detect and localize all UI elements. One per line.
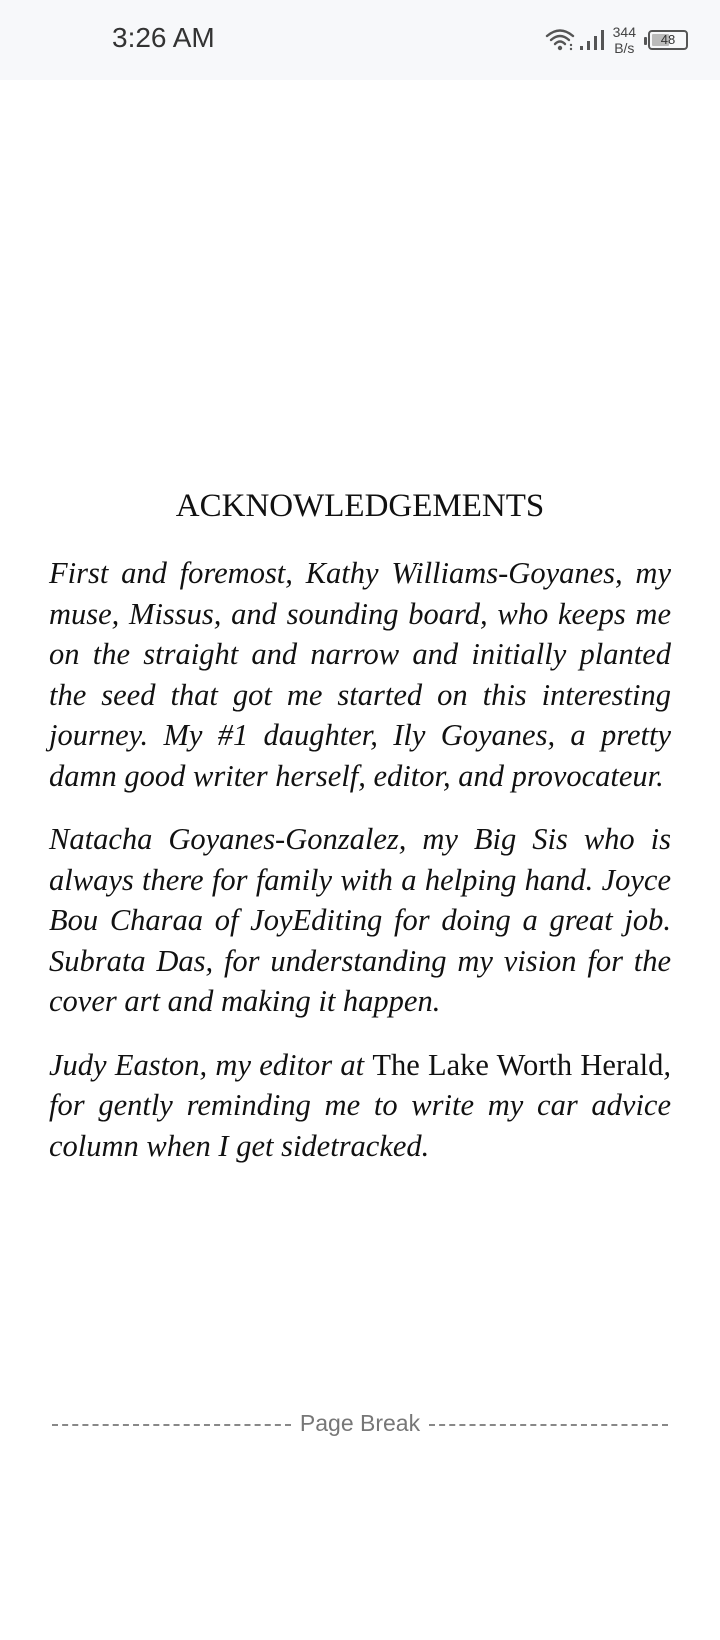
book-page [49, 488, 671, 1189]
paragraph-1: First and foremost, Kathy Williams-Goyanes, my muse, Missus, and sounding board, who keeps me on the straight and narrow and initially planted the seed that got me started on this interesting journey. My #1 daughter, Ily Goyanes, a pretty damn good writer herself, editor, and provocateur. [49, 556, 671, 793]
wifi-icon [545, 27, 575, 53]
paragraph-3-end: , for gently reminding me to write my car advice column when I get sidetracked. [49, 1047, 671, 1163]
page-break [52, 1410, 668, 1437]
signal-icon [579, 27, 607, 53]
page-break-line-right [429, 1424, 668, 1426]
page-break-line-left [52, 1424, 291, 1426]
page-title: ACKNOWLEDGEMENTS [175, 488, 545, 524]
network-speed-unit: B/s [614, 40, 635, 56]
battery-level: 48 [660, 32, 676, 47]
status-bar [0, 0, 720, 80]
page-break-label: Page Break [299, 1410, 421, 1436]
network-speed-value: 344 [612, 24, 636, 40]
battery-icon [648, 30, 688, 50]
paragraph-2: Natacha Goyanes-Gonzalez, my Big Sis who is always there for family with a helping hand. Joyce Bou Charaa of JoyEditing for doing a great job. Subrata Das, for understanding my vision for the cover art and making it happen. [49, 822, 671, 1018]
paragraph-3 [49, 1045, 671, 1167]
network-speed [613, 24, 636, 56]
status-time: 3:26 AM [112, 22, 215, 53]
paragraph-3-start: Judy Easton, my editor at [49, 1047, 373, 1082]
newspaper-title: The Lake Worth Herald [372, 1047, 664, 1082]
status-indicators [545, 20, 688, 60]
